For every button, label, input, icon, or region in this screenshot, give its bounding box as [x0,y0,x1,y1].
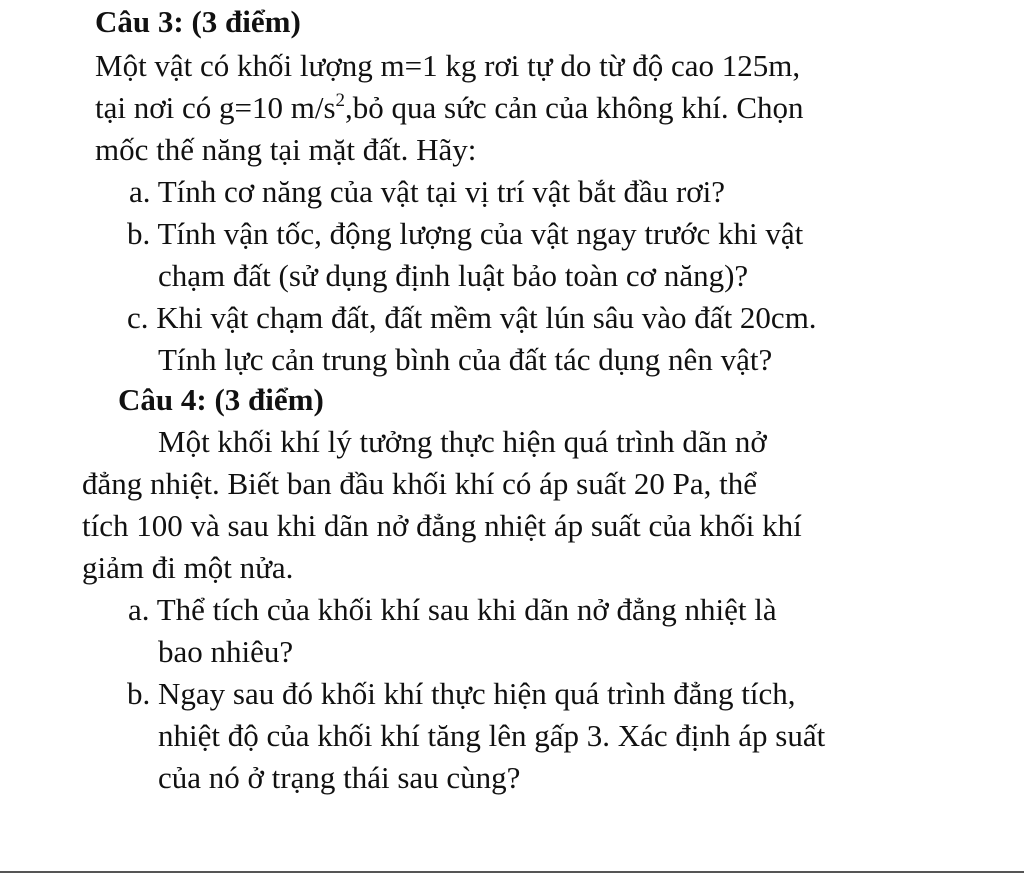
question-3-part-c-line-1: c. Khi vật chạm đất, đất mềm vật lún sâu vào đất 20cm. [127,300,817,335]
bottom-divider [0,871,1024,873]
question-3-part-b-line-2: chạm đất (sử dụng định luật bảo toàn cơ năng)? [158,258,749,293]
question-4-intro-line-2: đẳng nhiệt. Biết ban đầu khối khí có áp suất 20 Pa, thể [82,466,757,501]
question-3-intro-line-3: mốc thế năng tại mặt đất. Hãy: [95,132,477,167]
question-4-part-b-line-1: b. Ngay sau đó khối khí thực hiện quá trình đẳng tích, [127,676,796,711]
question-3-intro-line-2-start: tại nơi có g=10 m/s [95,90,336,125]
question-3-heading: Câu 3: (3 điểm) [95,4,301,39]
question-3-intro-line-1: Một vật có khối lượng m=1 kg rơi tự do từ độ cao 125m, [95,48,801,83]
question-4-heading: Câu 4: (3 điểm) [118,382,324,417]
question-4-part-a-line-1: a. Thể tích của khối khí sau khi dãn nở đẳng nhiệt là [128,592,777,627]
question-3-part-c-line-2: Tính lực cản trung bình của đất tác dụng nên vật? [158,342,773,377]
question-4-intro-line-3: tích 100 và sau khi dãn nở đẳng nhiệt áp suất của khối khí [82,508,802,543]
question-4-intro-line-1: Một khối khí lý tưởng thực hiện quá trình dãn nở [158,424,767,459]
question-4-part-b-line-3: của nó ở trạng thái sau cùng? [158,760,521,795]
question-3-intro-line-2 [95,88,804,128]
question-4-part-b-line-2: nhiệt độ của khối khí tăng lên gấp 3. Xác định áp suất [158,718,826,753]
exponent-superscript: 2 [335,90,346,111]
question-4-part-a-line-2: bao nhiêu? [158,634,294,669]
question-3-part-a: a. Tính cơ năng của vật tại vị trí vật bắt đầu rơi? [129,174,726,209]
question-3-intro-line-2-end: ,bỏ qua sức cản của không khí. Chọn [345,90,804,125]
question-3-part-b-line-1: b. Tính vận tốc, động lượng của vật ngay trước khi vật [127,216,804,251]
question-4-intro-line-4: giảm đi một nửa. [82,550,294,585]
